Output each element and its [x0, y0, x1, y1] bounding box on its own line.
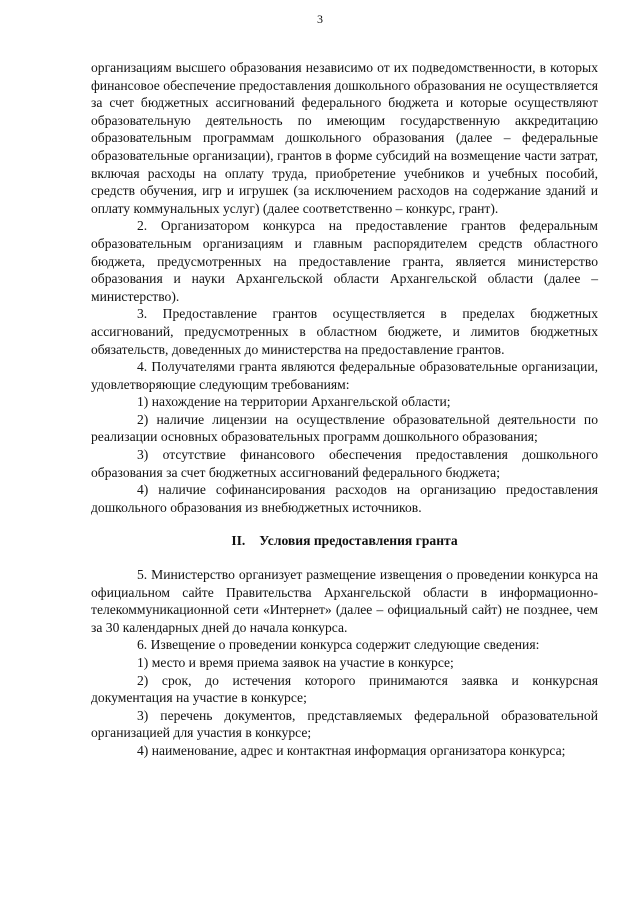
section-number: II.: [231, 533, 246, 549]
list-item-4-1: 1) нахождение на территории Архангельской области;: [137, 394, 451, 410]
paragraph-4: 4. Получателями гранта являются федеральные образовательные организации, удовлетворяющие следующим требованиям:: [91, 359, 598, 392]
list-item-6-4: 4) наименование, адрес и контактная информация организатора конкурса;: [137, 742, 566, 758]
paragraph-6: 6. Извещение о проведении конкурса содержит следующие сведения:: [137, 637, 540, 653]
list-item-6-2: 2) срок, до истечения которого принимаются заявка и конкурсная документация на участие в конкурсе;: [91, 672, 598, 706]
section-heading: [91, 532, 598, 550]
page-number: 3: [317, 12, 323, 26]
list-item-4-3: 3) отсутствие финансового обеспечения предоставления дошкольного образования за счет бюджетных ассигнований федерального бюджета;: [91, 447, 598, 480]
section-title: Условия предоставления гранта: [259, 533, 458, 549]
list-item-4-2: 2) наличие лицензии на осуществление образовательной деятельности по реализации основных образовательных программ дошкольного образования;: [91, 411, 598, 445]
document-body: [91, 59, 598, 760]
paragraph-5: 5. Министерство организует размещение извещения о проведении конкурса на официальном сайте Правительства Архангельской области в информационно-телекоммуникационной сети «Интернет» (далее – официальный сайт) не позднее, чем за 30 календарных дней до начала конкурса.: [91, 567, 598, 635]
list-item-6-1: 1) место и время приема заявок на участие в конкурсе;: [137, 655, 454, 670]
paragraph-3: 3. Предоставление грантов осуществляется в пределах бюджетных ассигнований, предусмотренных в областном бюджете, и лимитов бюджетных обязательств, доведенных до министерства на предоставление грантов.: [91, 306, 598, 357]
paragraph-2: 2. Организатором конкурса на предоставление грантов федеральным образовательным организациям и главным распорядителем средств областного бюджета, предусмотренных на предоставление гранта, является министерство образования и науки Архангельской области Архангельской области (далее – министерство).: [91, 218, 598, 304]
paragraph-continuation: организациям высшего образования независимо от их подведомственности, в которых финансовое обеспечение предоставления дошкольного образования не осуществляется за счет бюджетных ассигнований федерального бюджета и которые осуществляют образовательную деятельность по имеющим государственную аккредитацию образовательным программам дошкольного образования (далее – федеральные образовательные организации), грантов в форме субсидий на возмещение части затрат, включая расходы на оплату труда, приобретение учебников и учебных пособий, средств обучения, игр и игрушек (за исключением расходов на содержание зданий и оплату коммунальных услуг) (далее соответственно – конкурс, грант).: [91, 60, 598, 216]
list-item-4-4: 4) наличие софинансирования расходов на организацию предоставления дошкольного образования из внебюджетных источников.: [91, 482, 598, 515]
list-item-6-3: 3) перечень документов, представляемых федеральной образовательной организацией для участия в конкурсе;: [91, 707, 598, 741]
